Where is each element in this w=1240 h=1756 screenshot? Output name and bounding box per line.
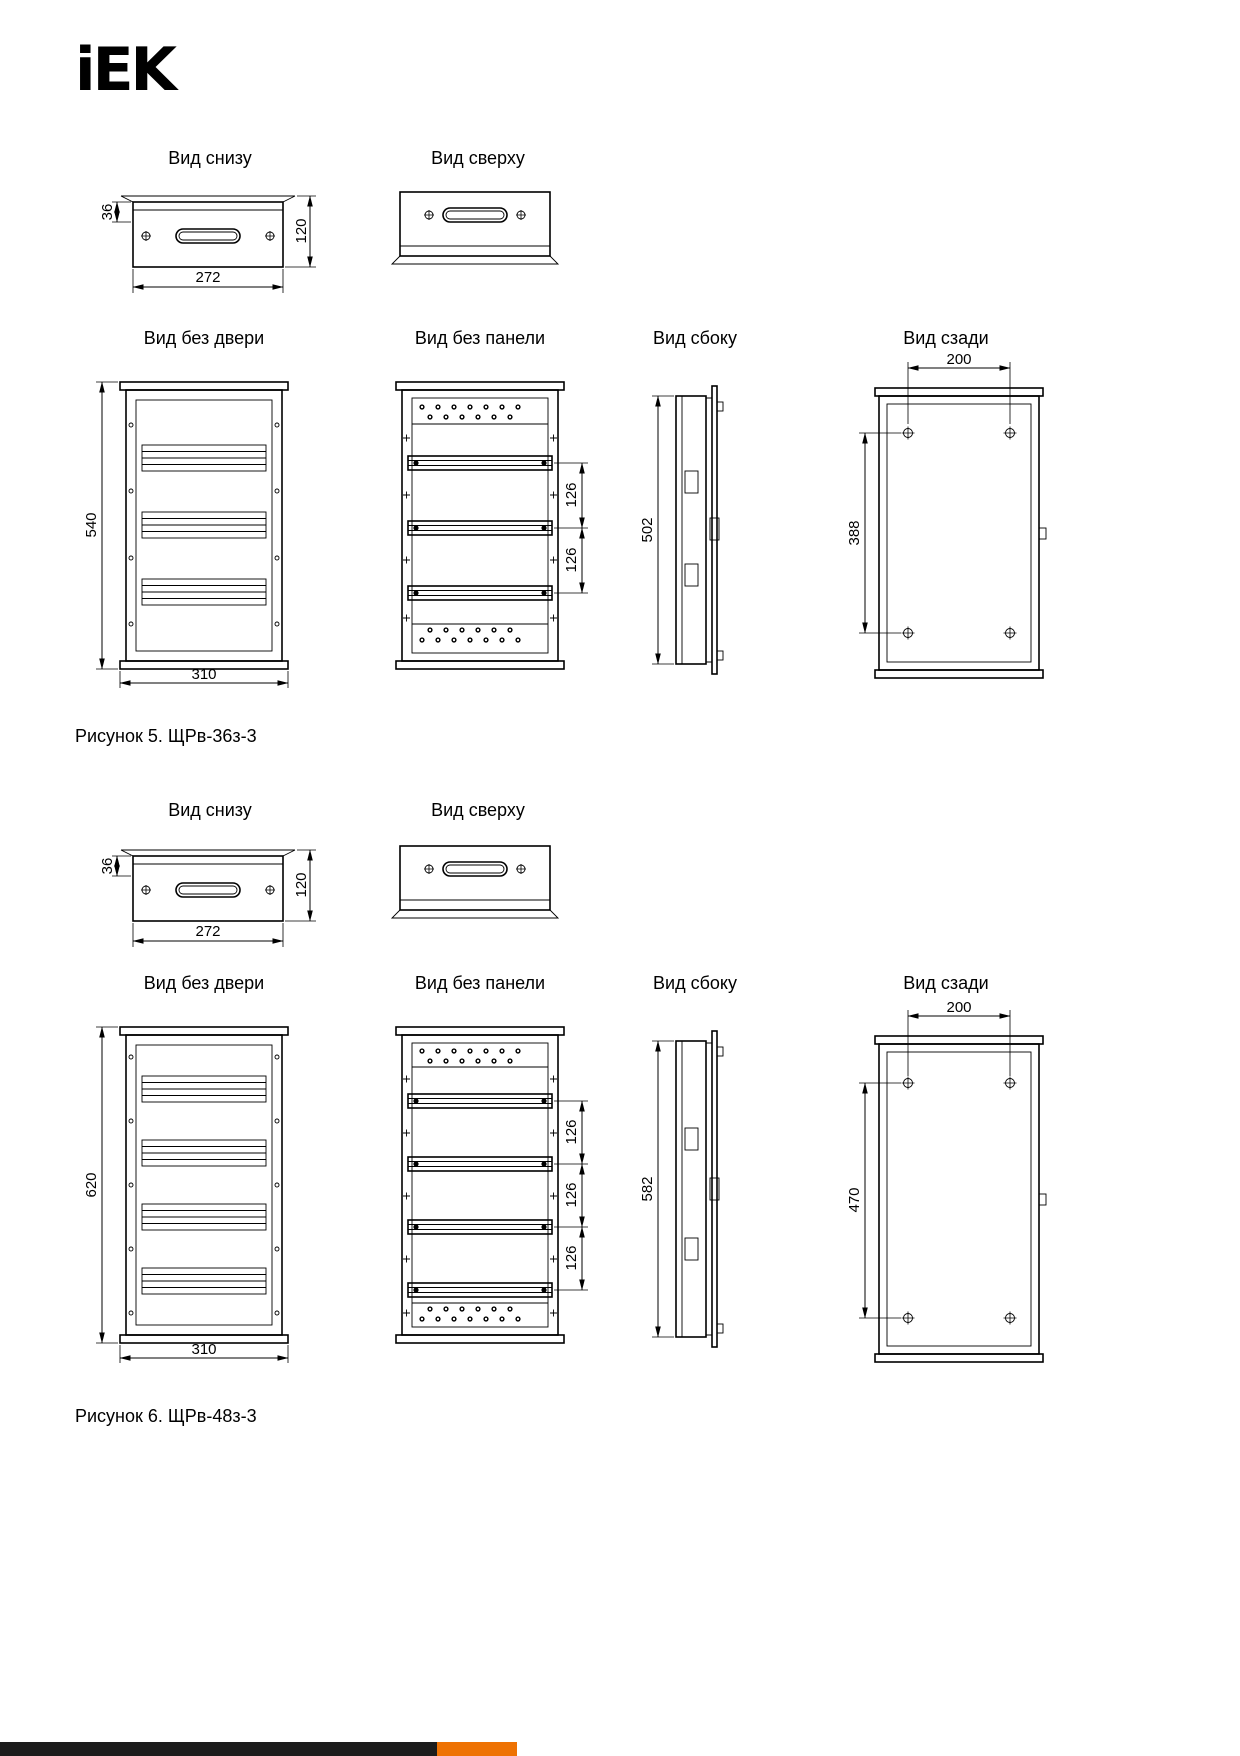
view-label-top: Вид сверху <box>431 148 525 168</box>
dimension-rail-gaps <box>554 463 588 593</box>
latch <box>1039 528 1046 539</box>
dim-value: 310 <box>191 1341 217 1358</box>
footer-bar-dark <box>0 1742 437 1756</box>
view-label-side: Вид сбоку <box>653 328 737 348</box>
fig5-panel-view-drawing <box>360 368 610 693</box>
perforation-top <box>412 407 548 424</box>
fig5-rear-view-drawing <box>833 352 1083 697</box>
dimension-hole-height <box>846 433 901 633</box>
view-label-side: Вид сбоку <box>653 973 737 993</box>
view-label-panel: Вид без панели <box>414 328 546 348</box>
din-rails <box>408 456 552 600</box>
latch <box>1039 1194 1046 1205</box>
dim-value: 200 <box>946 1000 972 1016</box>
dim-value: 582 <box>639 1176 656 1202</box>
dimension-height <box>639 396 674 664</box>
view-label-bottom: Вид снизу <box>168 800 252 820</box>
dimension-height <box>285 196 316 267</box>
frame-screw-marks <box>403 435 557 622</box>
dim-value: 126 <box>563 1182 580 1208</box>
view-label-panel: Вид без панели <box>414 973 546 993</box>
dim-value: 272 <box>195 923 221 940</box>
dimension-width <box>133 923 283 947</box>
view-label-rear: Вид сзади <box>903 328 989 348</box>
mounting-screws <box>902 1077 1017 1325</box>
iek-logo: iEK <box>75 35 175 105</box>
view-label-rear: Вид сзади <box>903 973 989 993</box>
dimension-height <box>83 382 118 669</box>
dimension-hole-width <box>908 1000 1010 1076</box>
dim-value: 120 <box>293 218 310 244</box>
frame-screws <box>129 423 279 626</box>
dim-value: 502 <box>639 517 656 543</box>
figure-caption: Рисунок 5. ЩРв-36з-3 <box>75 726 257 746</box>
dim-value: 36 <box>99 203 116 221</box>
dim-value: 120 <box>293 872 310 898</box>
dim-value: 388 <box>846 520 863 546</box>
dim-value: 126 <box>563 482 580 508</box>
fig6-panel-view-drawing <box>360 1013 610 1365</box>
fig5-front-view-drawing <box>78 368 328 693</box>
dimension-rail-gaps <box>554 1101 588 1290</box>
fig5-top-view-drawing <box>385 178 565 278</box>
figure-caption: Рисунок 6. ЩРв-48з-3 <box>75 1406 257 1426</box>
frame-screws <box>129 1055 279 1315</box>
dim-value: 126 <box>563 547 580 573</box>
din-rails <box>408 1094 552 1297</box>
dimension-height <box>639 1041 674 1337</box>
dimension-hole-height <box>846 1083 901 1318</box>
view-label-front: Вид без двери <box>143 973 265 993</box>
view-label-bottom: Вид снизу <box>168 148 252 168</box>
fig6-bottom-view-drawing <box>88 830 323 965</box>
dim-value: 200 <box>946 352 972 368</box>
perforation-top <box>412 1051 548 1067</box>
dim-value: 272 <box>195 269 221 286</box>
dimension-height <box>285 850 316 921</box>
dimension-depth <box>99 856 131 876</box>
dim-value: 310 <box>191 666 217 683</box>
footer-bar-accent <box>437 1742 517 1756</box>
dim-value: 540 <box>83 512 100 538</box>
dim-value: 36 <box>99 857 116 875</box>
dim-value: 126 <box>563 1245 580 1271</box>
dimension-depth <box>99 202 131 222</box>
dimension-height <box>83 1027 118 1343</box>
dimension-width <box>133 269 283 293</box>
fig5-bottom-view-drawing <box>88 176 323 311</box>
fig6-front-view-drawing <box>78 1013 328 1369</box>
dim-value: 126 <box>563 1119 580 1145</box>
fig6-top-view-drawing <box>385 832 565 932</box>
mounting-screws <box>902 427 1017 640</box>
fig5-side-view-drawing <box>638 368 768 693</box>
perforation-bottom <box>412 1303 548 1319</box>
dim-value: 470 <box>846 1187 863 1213</box>
fig6-rear-view-drawing <box>833 1000 1083 1392</box>
din-module-rows <box>142 445 266 605</box>
din-module-rows <box>142 1076 266 1294</box>
dimension-width <box>120 1341 288 1363</box>
fig6-side-view-drawing <box>638 1013 768 1365</box>
dim-value: 620 <box>83 1172 100 1198</box>
view-label-front: Вид без двери <box>143 328 265 348</box>
perforation-bottom <box>412 624 548 640</box>
frame-screw-marks <box>403 1076 557 1317</box>
view-label-top: Вид сверху <box>431 800 525 820</box>
